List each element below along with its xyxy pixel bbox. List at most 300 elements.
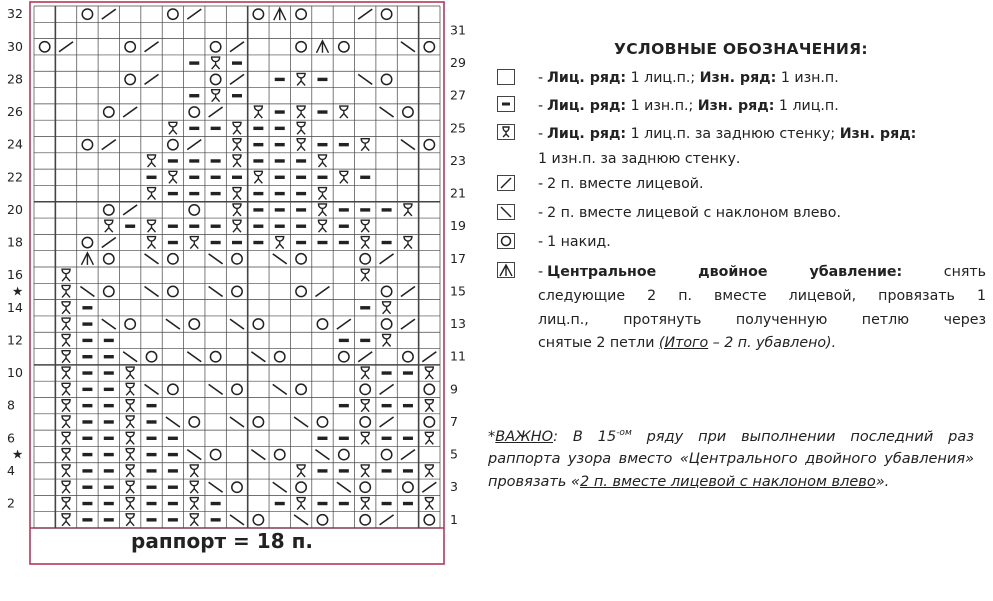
twisted-stitch-symbol (212, 57, 220, 69)
yarn-over-symbol (125, 74, 135, 84)
yarn-over-symbol (339, 449, 349, 459)
purl-symbol (339, 241, 349, 244)
yarn-over-symbol (381, 449, 391, 459)
purl-symbol (232, 241, 242, 244)
ssk-symbol (315, 450, 329, 460)
twisted-stitch-symbol (404, 204, 412, 216)
purl-symbol (403, 469, 413, 472)
twisted-stitch-symbol (340, 106, 348, 118)
purl-symbol (147, 420, 157, 423)
twisted-stitch-symbol (297, 465, 305, 477)
twisted-stitch-symbol (297, 73, 305, 85)
important-note: *ВАЖНО: В $15^{-ом}$ ряду при выполнении последний раз раппорта узора вместо «Центрального двойного убавления» провязать «2 п. вместе лицевой с наклоном влево». (488, 428, 974, 490)
k2tog-symbol (209, 107, 223, 117)
row-number-right: 9 (450, 381, 458, 397)
purl-symbol (104, 371, 114, 374)
yarn-over-icon (497, 233, 515, 249)
legend-item-ssk: - 2 п. вместе лицевой с наклоном влево. (538, 205, 841, 221)
purl-symbol (168, 486, 178, 489)
yarn-over-symbol (232, 286, 242, 296)
row-number-right: 13 (450, 316, 466, 332)
legend-item-cdd-line2: следующие 2 п. вместе лицевой, провязать 1 (538, 288, 986, 304)
purl-symbol (147, 502, 157, 505)
purl-symbol (275, 159, 285, 162)
twisted-stitch-symbol (126, 367, 134, 379)
yarn-over-symbol (104, 205, 114, 215)
yarn-over-symbol (210, 449, 220, 459)
ssk-symbol (80, 286, 94, 296)
twisted-stitch-symbol (361, 237, 369, 249)
twisted-stitch-symbol (297, 139, 305, 151)
purl-symbol (339, 143, 349, 146)
k2tog-symbol (358, 352, 372, 362)
row-number-right: 1 (450, 511, 458, 527)
purl-symbol (211, 502, 221, 505)
ssk-symbol (145, 254, 159, 264)
twisted-stitch-symbol (169, 171, 177, 183)
twisted-stitch-symbol (62, 514, 70, 526)
purl-symbol (168, 469, 178, 472)
yarn-over-symbol (403, 482, 413, 492)
row-number-right: 3 (450, 479, 458, 495)
purl-symbol (147, 404, 157, 407)
twisted-stitch-symbol (62, 498, 70, 510)
twisted-stitch-symbol (233, 155, 241, 167)
twisted-stitch-symbol (361, 367, 369, 379)
purl-symbol (296, 208, 306, 211)
legend-item-knit: - Лиц. ряд: 1 лиц.п.; Изн. ряд: 1 изн.п. (538, 70, 839, 86)
twisted-stitch-symbol (254, 106, 262, 118)
purl-symbol (82, 453, 92, 456)
yarn-over-symbol (360, 384, 370, 394)
twisted-stitch-symbol (318, 204, 326, 216)
purl-symbol (339, 469, 349, 472)
purl-symbol (275, 192, 285, 195)
purl-symbol (82, 502, 92, 505)
central-double-decrease-symbol (274, 8, 286, 20)
purl-symbol (168, 453, 178, 456)
purl-symbol (232, 176, 242, 179)
twisted-stitch-symbol (126, 498, 134, 510)
ssk-symbol (123, 352, 137, 362)
k2tog-icon (497, 175, 515, 191)
purl-symbol (147, 453, 157, 456)
k2tog-symbol (102, 140, 116, 150)
purl-symbol (189, 159, 199, 162)
purl-symbol (125, 225, 135, 228)
legend-item-cdd-line3: лиц.п., протянуть полученную петлю через (538, 312, 986, 328)
twisted-stitch-symbol (62, 318, 70, 330)
yarn-over-symbol (125, 42, 135, 52)
k2tog-symbol (358, 9, 372, 19)
ssk-symbol (209, 254, 223, 264)
purl-symbol (275, 127, 285, 130)
purl-symbol (382, 404, 392, 407)
purl-symbol (253, 208, 263, 211)
yarn-over-symbol (424, 139, 434, 149)
purl-symbol (403, 502, 413, 505)
purl-symbol (211, 176, 221, 179)
yarn-over-symbol (168, 286, 178, 296)
yarn-over-symbol (360, 482, 370, 492)
purl-symbol (147, 176, 157, 179)
twisted-stitch-symbol (233, 204, 241, 216)
row-number-left: 10 (7, 365, 23, 381)
star-marker: ★ (12, 446, 24, 462)
purl-symbol (382, 208, 392, 211)
row-number-right: 21 (450, 185, 466, 201)
purl-symbol (253, 159, 263, 162)
twisted-stitch-symbol (233, 220, 241, 232)
yarn-over-symbol (339, 352, 349, 362)
purl-symbol (104, 404, 114, 407)
twisted-stitch-symbol (404, 237, 412, 249)
row-number-left: 2 (7, 495, 15, 511)
purl-symbol (360, 306, 370, 309)
twisted-stitch-symbol (62, 269, 70, 281)
purl-symbol (82, 486, 92, 489)
purl-symbol (168, 159, 178, 162)
purl-symbol (82, 355, 92, 358)
yarn-over-symbol (317, 515, 327, 525)
row-number-right: 19 (450, 218, 466, 234)
twisted-stitch-symbol (190, 498, 198, 510)
yarn-over-symbol (82, 139, 92, 149)
purl-symbol (360, 208, 370, 211)
twisted-stitch-symbol (233, 122, 241, 134)
twisted-stitch-symbol (425, 465, 433, 477)
purl-symbol (317, 176, 327, 179)
purl-symbol (275, 176, 285, 179)
yarn-over-symbol (125, 319, 135, 329)
row-number-left: 12 (7, 332, 23, 348)
yarn-over-symbol (424, 42, 434, 52)
purl-symbol (211, 241, 221, 244)
purl-symbol (189, 127, 199, 130)
row-number-right: 5 (450, 446, 458, 462)
purl-symbol (104, 453, 114, 456)
twisted-stitch-symbol (126, 383, 134, 395)
row-number-right: 15 (450, 283, 466, 299)
purl-symbol (275, 208, 285, 211)
purl-dash-icon (497, 96, 515, 112)
legend-item-k2tog: - 2 п. вместе лицевой. (538, 176, 704, 192)
twisted-stitch-symbol (318, 220, 326, 232)
purl-symbol (296, 241, 306, 244)
row-number-right: 17 (450, 250, 466, 266)
twisted-stitch-symbol (297, 122, 305, 134)
legend-item-cdd-line4: снятые 2 петли (Итого – 2 п. убавлено). (538, 335, 837, 351)
central-double-decrease-icon (497, 262, 515, 278)
yarn-over-symbol (296, 254, 306, 264)
twisted-stitch-symbol (190, 514, 198, 526)
ssk-symbol (401, 42, 415, 52)
yarn-over-symbol (232, 384, 242, 394)
yarn-over-symbol (189, 417, 199, 427)
purl-symbol (168, 437, 178, 440)
twisted-stitch-symbol (425, 432, 433, 444)
purl-symbol (82, 469, 92, 472)
ssk-symbol (294, 417, 308, 427)
purl-symbol (82, 437, 92, 440)
k2tog-symbol (187, 140, 201, 150)
k2tog-symbol (145, 42, 159, 52)
yarn-over-symbol (189, 205, 199, 215)
purl-symbol (253, 192, 263, 195)
yarn-over-symbol (381, 74, 391, 84)
twisted-stitch-symbol (148, 237, 156, 249)
ssk-symbol (251, 450, 265, 460)
yarn-over-symbol (275, 352, 285, 362)
purl-symbol (82, 420, 92, 423)
k2tog-symbol (187, 9, 201, 19)
legend-item-cdd: - Центральное двойное убавление: снять (538, 264, 987, 280)
purl-symbol (317, 437, 327, 440)
purl-symbol (382, 371, 392, 374)
row-number-right: 29 (450, 55, 466, 71)
yarn-over-symbol (253, 319, 263, 329)
central-double-decrease-symbol (316, 41, 328, 53)
purl-symbol (275, 78, 285, 81)
purl-symbol (211, 225, 221, 228)
yarn-over-symbol (82, 237, 92, 247)
purl-symbol (82, 404, 92, 407)
yarn-over-symbol (296, 384, 306, 394)
ssk-symbol (401, 140, 415, 150)
yarn-over-symbol (339, 42, 349, 52)
yarn-over-symbol (296, 9, 306, 19)
row-number-right: 23 (450, 152, 466, 168)
ssk-symbol (251, 352, 265, 362)
twisted-stitch-symbol (383, 302, 391, 314)
yarn-over-symbol (210, 74, 220, 84)
row-number-left: 16 (7, 267, 23, 283)
twisted-stitch-symbol (62, 481, 70, 493)
purl-symbol (339, 225, 349, 228)
row-number-left: 4 (7, 462, 15, 478)
empty-square-icon (497, 69, 515, 85)
row-number-left: 24 (7, 136, 23, 152)
purl-symbol (253, 127, 263, 130)
purl-symbol (211, 127, 221, 130)
twisted-stitch-symbol (126, 449, 134, 461)
row-number-left: 20 (7, 201, 23, 217)
purl-symbol (232, 61, 242, 64)
purl-symbol (189, 225, 199, 228)
row-number-left: 18 (7, 234, 23, 250)
purl-symbol (339, 339, 349, 342)
ssk-symbol (230, 417, 244, 427)
yarn-over-symbol (253, 417, 263, 427)
twisted-stitch-symbol (62, 367, 70, 379)
row-number-left: 26 (7, 104, 23, 120)
k2tog-symbol (230, 42, 244, 52)
yarn-over-symbol (403, 352, 413, 362)
yarn-over-symbol (424, 515, 434, 525)
purl-symbol (317, 502, 327, 505)
purl-symbol (82, 388, 92, 391)
purl-symbol (82, 518, 92, 521)
purl-symbol (104, 355, 114, 358)
twisted-stitch-symbol (361, 139, 369, 151)
twisted-stitch-symbol (233, 139, 241, 151)
k2tog-symbol (401, 286, 415, 296)
purl-symbol (104, 388, 114, 391)
purl-symbol (296, 225, 306, 228)
twisted-stitch-symbol (297, 498, 305, 510)
ssk-symbol (187, 352, 201, 362)
purl-symbol (339, 404, 349, 407)
k2tog-symbol (422, 352, 436, 362)
purl-symbol (403, 437, 413, 440)
yarn-over-symbol (146, 352, 156, 362)
twisted-stitch-symbol (254, 171, 262, 183)
ssk-symbol (145, 384, 159, 394)
twisted-stitch-symbol (62, 302, 70, 314)
ssk-symbol (358, 74, 372, 84)
twisted-stitch-symbol (148, 188, 156, 200)
star-marker: ★ (12, 283, 24, 299)
purl-symbol (147, 469, 157, 472)
purl-symbol (168, 518, 178, 521)
rapport-label: раппорт = 18 п. (131, 529, 313, 553)
yarn-over-symbol (232, 482, 242, 492)
purl-symbol (296, 192, 306, 195)
purl-symbol (253, 241, 263, 244)
twisted-stitch-symbol (126, 400, 134, 412)
yarn-over-symbol (168, 254, 178, 264)
ssk-symbol (166, 319, 180, 329)
row-number-left: 22 (7, 169, 23, 185)
row-number-left: 32 (7, 6, 23, 22)
purl-symbol (168, 192, 178, 195)
ssk-icon (497, 204, 515, 220)
twisted-stitch-symbol (126, 416, 134, 428)
purl-symbol (211, 192, 221, 195)
purl-symbol (168, 241, 178, 244)
k2tog-symbol (145, 74, 159, 84)
twisted-stitch-symbol (105, 220, 113, 232)
purl-symbol (189, 94, 199, 97)
central-double-decrease-symbol (81, 253, 93, 265)
purl-symbol (104, 469, 114, 472)
twisted-stitch-symbol (190, 237, 198, 249)
twisted-stitch-symbol (318, 155, 326, 167)
twisted-stitch-symbol (62, 383, 70, 395)
yarn-over-symbol (403, 107, 413, 117)
twisted-stitch-symbol (212, 90, 220, 102)
ssk-symbol (294, 515, 308, 525)
purl-symbol (104, 518, 114, 521)
purl-symbol (104, 437, 114, 440)
purl-symbol (253, 225, 263, 228)
yarn-over-symbol (189, 319, 199, 329)
twisted-stitch-symbol (297, 106, 305, 118)
purl-symbol (317, 143, 327, 146)
twisted-stitch-symbol (383, 334, 391, 346)
purl-symbol (189, 176, 199, 179)
ssk-symbol (209, 384, 223, 394)
yarn-over-symbol (317, 417, 327, 427)
row-number-right: 11 (450, 348, 466, 364)
purl-symbol (253, 143, 263, 146)
purl-symbol (296, 176, 306, 179)
twisted-stitch-symbol (62, 465, 70, 477)
ssk-symbol (145, 286, 159, 296)
twisted-stitch-symbol (62, 351, 70, 363)
purl-symbol (317, 78, 327, 81)
ssk-symbol (273, 254, 287, 264)
purl-symbol (104, 486, 114, 489)
purl-symbol (232, 94, 242, 97)
twisted-stitch-symbol (126, 465, 134, 477)
purl-symbol (82, 322, 92, 325)
row-number-left: 30 (7, 38, 23, 54)
legend-title: УСЛОВНЫЕ ОБОЗНАЧЕНИЯ: (614, 40, 868, 58)
purl-symbol (211, 159, 221, 162)
purl-symbol (382, 437, 392, 440)
yarn-over-symbol (381, 286, 391, 296)
twisted-stitch-symbol (425, 400, 433, 412)
k2tog-symbol (422, 482, 436, 492)
twisted-stitch-symbol (126, 514, 134, 526)
ssk-symbol (166, 417, 180, 427)
yarn-over-symbol (253, 9, 263, 19)
twisted-stitch-symbol (276, 237, 284, 249)
purl-symbol (339, 437, 349, 440)
purl-symbol (360, 176, 370, 179)
row-number-left: 28 (7, 71, 23, 87)
row-number-right: 31 (450, 22, 466, 38)
yarn-over-symbol (104, 286, 114, 296)
k2tog-symbol (102, 9, 116, 19)
legend-item-yarn-over: - 1 накид. (538, 234, 611, 250)
k2tog-symbol (380, 384, 394, 394)
row-number-right: 27 (450, 87, 466, 103)
row-number-right: 25 (450, 120, 466, 136)
ssk-symbol (273, 384, 287, 394)
legend-item-twisted: - Лиц. ряд: 1 лиц.п. за заднюю стенку; Изн. ряд: (538, 126, 917, 142)
purl-symbol (147, 486, 157, 489)
purl-symbol (82, 306, 92, 309)
row-number-left: 8 (7, 397, 15, 413)
ssk-symbol (230, 515, 244, 525)
purl-symbol (104, 502, 114, 505)
purl-symbol (189, 192, 199, 195)
k2tog-symbol (337, 319, 351, 329)
twisted-stitch-symbol (361, 465, 369, 477)
purl-symbol (82, 371, 92, 374)
twisted-stitch-symbol (62, 449, 70, 461)
twisted-stitch-symbol (361, 400, 369, 412)
yarn-over-symbol (424, 384, 434, 394)
yarn-over-symbol (210, 42, 220, 52)
purl-symbol (382, 241, 392, 244)
twisted-stitch-symbol (361, 498, 369, 510)
twisted-stitch-symbol (425, 498, 433, 510)
purl-symbol (189, 61, 199, 64)
purl-symbol (339, 208, 349, 211)
twisted-stitch-symbol (148, 155, 156, 167)
purl-symbol (317, 241, 327, 244)
twisted-stitch-symbol (318, 188, 326, 200)
ssk-symbol (337, 482, 351, 492)
yarn-over-symbol (168, 384, 178, 394)
k2tog-symbol (59, 42, 73, 52)
twisted-stitch-symbol (190, 465, 198, 477)
purl-symbol (275, 225, 285, 228)
twisted-stitch-symbol (62, 400, 70, 412)
